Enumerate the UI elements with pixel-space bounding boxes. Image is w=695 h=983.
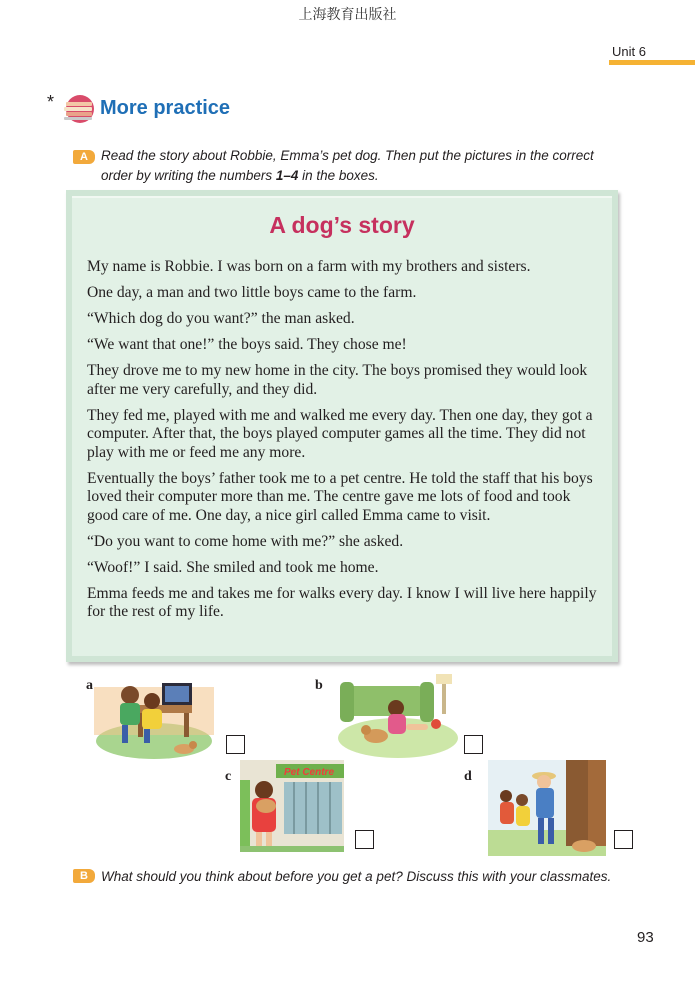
story-paragraph: They fed me, played with me and walked me every day. Then one day, they got a computer. After that, the boys played computer games all the time. They did not play with me or feed me any more.: [87, 406, 593, 461]
story-title: A dog’s story: [269, 212, 415, 238]
story-paragraph: “Do you want to come home with me?” she asked.: [87, 532, 404, 550]
picture-a-letter: a: [86, 678, 93, 693]
picture-c-pet-centre-illustration: [240, 760, 344, 852]
story-paragraph: “Woof!” I said. She smiled and took me home.: [87, 558, 379, 576]
unit-label: Unit 6: [612, 44, 646, 59]
task-b-badge: B: [73, 869, 95, 883]
picture-b-answer-box[interactable]: [464, 735, 483, 754]
picture-b-girl-with-dog-illustration: [336, 668, 461, 760]
story-paragraph: “We want that one!” the boys said. They chose me!: [87, 336, 407, 353]
picture-b-letter: b: [315, 678, 323, 693]
task-a-badge: A: [73, 150, 95, 164]
picture-c-answer-box[interactable]: [355, 830, 374, 849]
picture-d-letter: d: [464, 769, 472, 784]
story-panel: [66, 190, 618, 662]
story-paragraph: My name is Robbie. I was born on a farm with my brothers and sisters.: [87, 258, 531, 275]
unit-underline-bar: [609, 60, 695, 65]
picture-a-computer-games-illustration: [92, 675, 217, 763]
story-paragraph: Eventually the boys’ father took me to a pet centre. He told the staff that his boys loved their computer more than me. The centre gave me lots of food and took good care of me. One day, a nice girl called Emma came to visit.: [87, 469, 593, 524]
picture-d-farm-illustration: [488, 760, 606, 856]
pet-centre-sign: Pet Centre: [284, 767, 335, 778]
story-paragraph: They drove me to my new home in the city. The boys promised they would look after me very carefully, and they did.: [87, 362, 588, 398]
optional-marker: *: [47, 92, 55, 112]
story-paragraph: “Which dog do you want?” the man asked.: [87, 310, 355, 327]
story-paragraph: Emma feeds me and takes me for walks every day. I know I will live here happily for the rest of my life.: [87, 584, 597, 620]
picture-a-answer-box[interactable]: [226, 735, 245, 754]
task-b-instruction: What should you think about before you get a pet? Discuss this with your classmates.: [101, 869, 612, 884]
picture-c-letter: c: [225, 769, 232, 784]
picture-d-answer-box[interactable]: [614, 830, 633, 849]
task-a-instruction-line2: order by writing the numbers 1–4 in the boxes.: [101, 168, 379, 183]
books-icon: [60, 94, 100, 124]
story-paragraph: One day, a man and two little boys came to the farm.: [87, 284, 417, 301]
publisher-header: 上海教育出版社: [298, 7, 397, 23]
task-a-instruction-line1: Read the story about Robbie, Emma’s pet dog. Then put the pictures in the correct: [101, 148, 594, 163]
section-title: More practice: [100, 97, 231, 119]
page-number: 93: [637, 929, 654, 946]
story-body: [87, 258, 602, 629]
